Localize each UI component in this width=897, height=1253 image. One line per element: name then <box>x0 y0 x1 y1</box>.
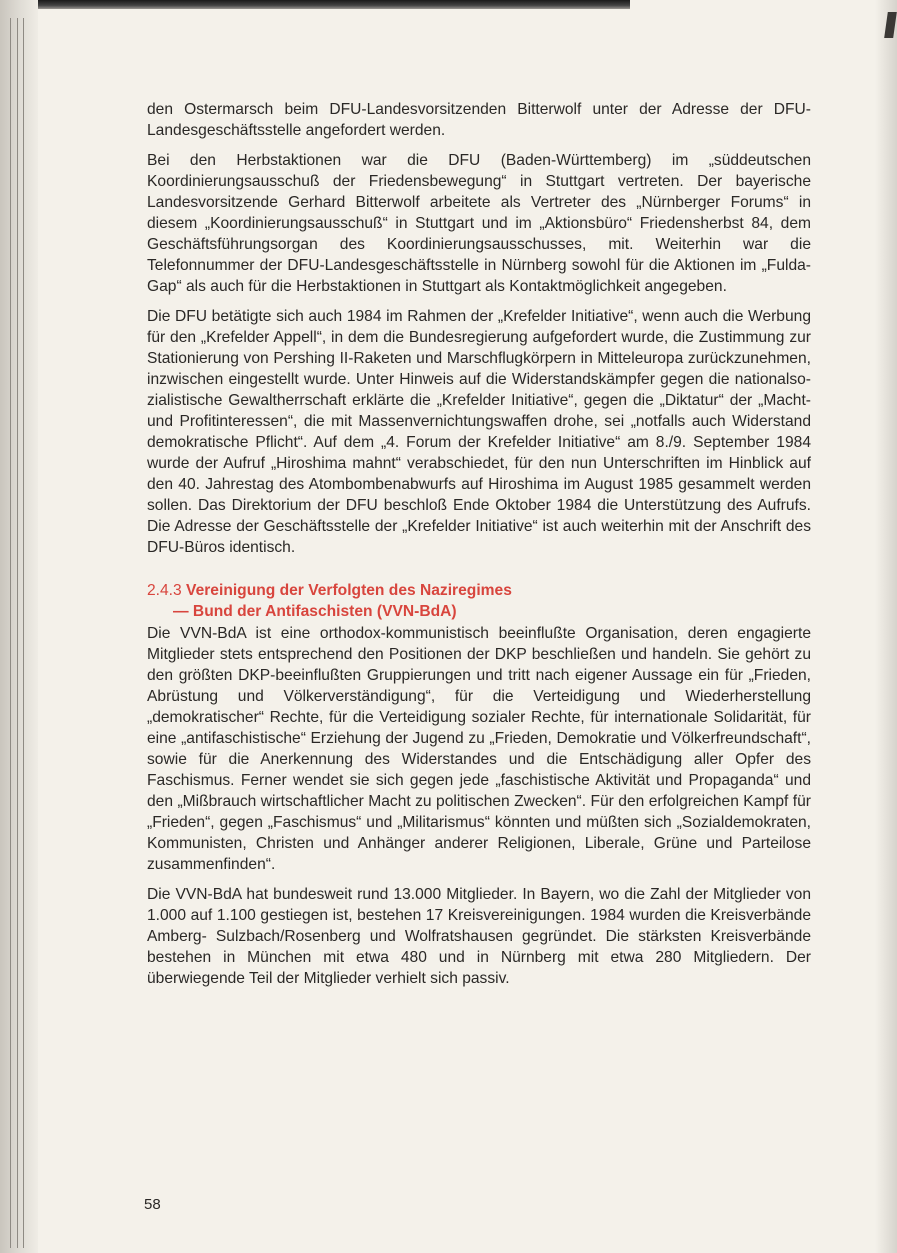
section-title-line2: — Bund der Antifaschisten (VVN-BdA) <box>173 603 457 620</box>
paragraph: Die VVN-BdA hat bundesweit rund 13.000 Mitglieder. In Bayern, wo die Zahl der Mitglieder von 1.000 auf 1.100 gestiegen ist, bestehen 17 Kreisvereinigungen. 1984 wurden die Kreisverbände Amberg- Sulzbach/Rosenberg und Wolfratshausen gegründet. Die stärksten Kreisverbände bestehen in München mit etwa 480 und in Nürnberg mit etwa 280 Mitgliedern. Der überwiegende Teil der Mitglieder verhielt sich passiv. <box>147 886 811 987</box>
section-heading <box>147 580 811 622</box>
document-body <box>147 99 811 998</box>
section-number: 2.4.3 <box>147 582 182 599</box>
paragraph: Die VVN-BdA ist eine orthodox-kommunistisch beeinflußte Organisation, deren engagierte Mitglieder stets entsprechend den Positionen der DKP beschließen und handeln. Sie gehört zu den größten DKP-beeinflußten Gruppierungen und tritt nach eigener Aussage ein für „Frieden, Abrüstung und Völkerverständigung“, für die Verteidigung und Wiederherstellung „demokratischer“ Rechte, für die Verteidigung sozialer Rechte, für internationale Solidarität, für eine „antifaschistische“ Erziehung der Jugend zu „Frieden, Demokratie und Völkerfreundschaft“, sowie für die Anerkennung des Widerstandes und die Entschädigung aller Opfer des Faschismus. Ferner wendet sie sich gegen jede „faschistische Aktivität und Propaganda“ und den „Mißbrauch wirtschaftlicher Macht zu politischen Zwecken“. Für den erfolgreichen Kampf für „Frieden“, gegen „Faschismus“ und „Militarismus“ könnten und müßten sich „Sozialdemokraten, Kommunisten, Christen und Anhänger anderer Religionen, Liberale, Grüne und Parteilose zusammenfinden“. <box>147 625 811 873</box>
gutter-line <box>23 18 24 1248</box>
scan-edge-top <box>0 0 630 9</box>
gutter-line <box>17 18 18 1248</box>
section-title-line1: Vereinigung der Verfolgten des Naziregimes <box>186 582 512 599</box>
paragraph: Die DFU betätigte sich auch 1984 im Rahmen der „Krefelder Initiative“, wenn auch die Werbung für den „Krefelder Appell“, in dem die Bundesregierung aufgefordert wurde, die Zustimmung zur Stationierung von Pershing II-Raketen und Marschflugkörpern in Mitteleuropa zurückzunehmen, inzwischen eingestellt wurde. Unter Hinweis auf die Widerstandskämpfer gegen die nationalsozialistische Gewaltherrschaft erklärte die „Krefelder Initiative“, gegen die „Diktatur“ der „Macht- und Profitinteressen“, die mit Massenvernichtungswaffen drohe, sei „notfalls auch Widerstand demokratische Pflicht“. Auf dem „4. Forum der Krefelder Initiative“ am 8./9. September 1984 wurde der Aufruf „Hiroshima mahnt“ verabschiedet, für den nun Unterschriften im Hinblick auf den 40. Jahrestag des Atombombenabwurfs auf Hiroshima im August 1985 gesammelt werden sollen. Das Direktorium der DFU beschloß Ende Oktober 1984 die Unterstützung des Aufrufs. Die Adresse der Geschäftsstelle der „Krefelder Initiative“ ist auch weiterhin mit der Anschrift des DFU-Büros identisch. <box>147 308 811 556</box>
paragraph: den Ostermarsch beim DFU-Landesvorsitzenden Bitterwolf unter der Adresse der DFU-Landesgeschäftsstelle angefordert werden. <box>147 101 811 139</box>
page-number: 58 <box>144 1196 161 1213</box>
scan-edge-left <box>0 0 38 1253</box>
gutter-line <box>10 18 11 1248</box>
scan-edge-right <box>875 0 897 1253</box>
paragraph: Bei den Herbstaktionen war die DFU (Baden-Württemberg) im „süddeutschen Koordinierungsausschuß der Friedensbewegung“ in Stuttgart vertreten. Der bayerische Landesvorsitzende Gerhard Bitterwolf arbeitete als Vertreter des „Nürnberger Forums“ in diesem „Koordinierungsausschuß“ in Stuttgart und im „Aktionsbüro“ Friedensherbst 84, dem Geschäftsführungsorgan des Koordinierungsausschusses, mit. Weiterhin war die Telefonnummer der DFU-Landesgeschäftsstelle in Nürnberg sowohl für die Aktionen im „Fulda-Gap“ als auch für die Herbstaktionen in Stuttgart als Kontaktmöglichkeit angegeben. <box>147 152 811 295</box>
